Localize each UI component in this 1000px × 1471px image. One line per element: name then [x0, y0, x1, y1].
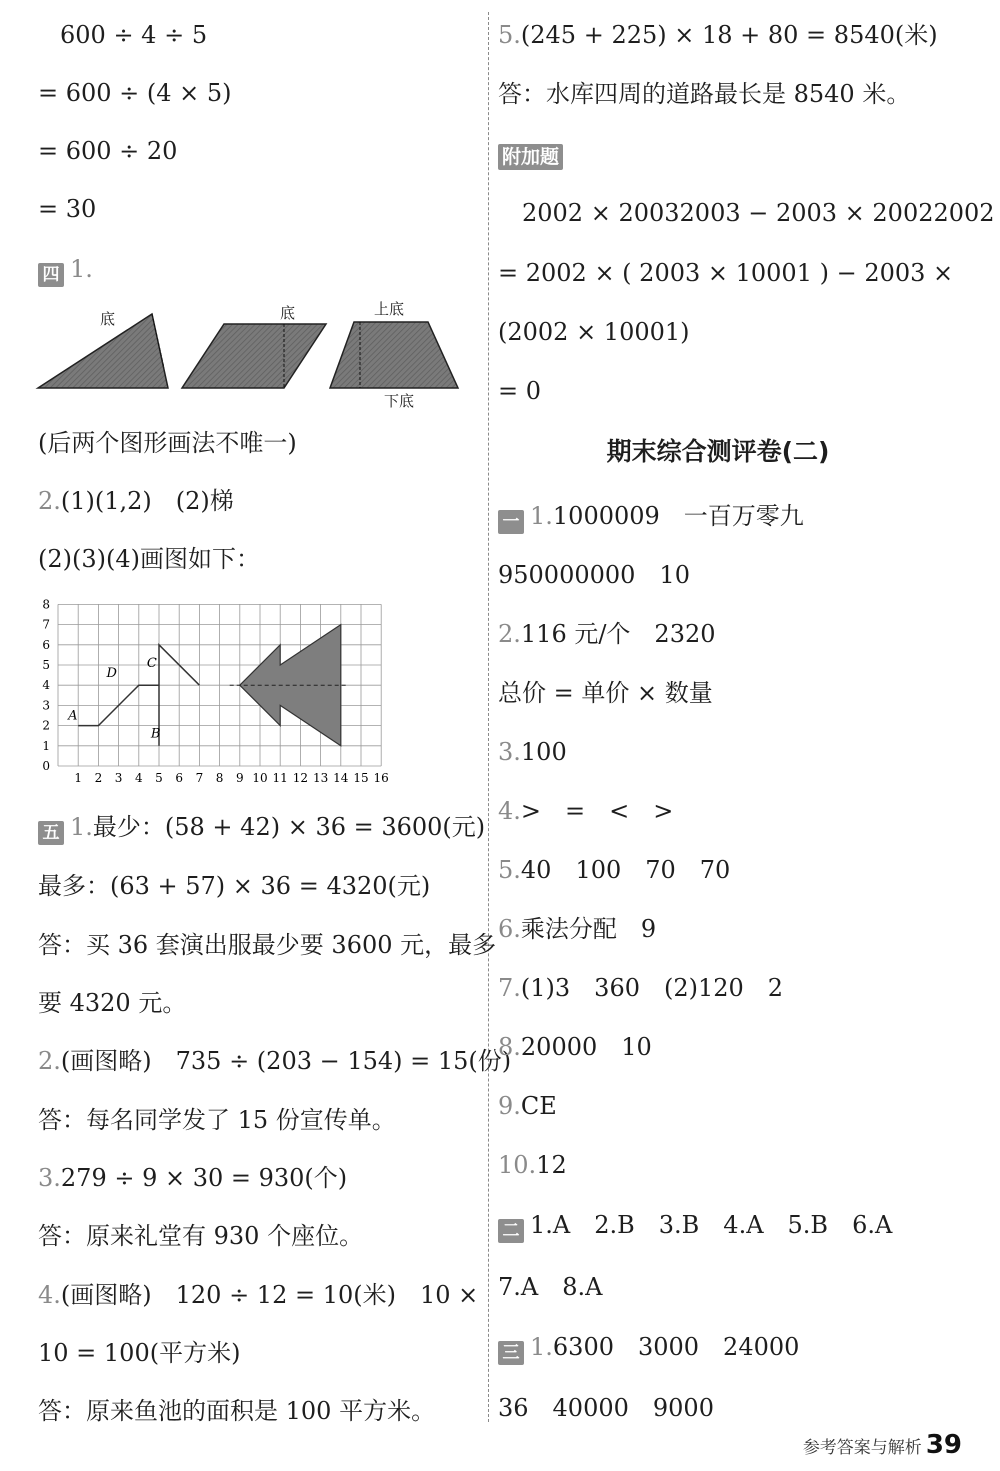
triangle-base-label: 底	[100, 310, 116, 328]
answer-text: 950000000 10	[498, 561, 690, 589]
part-1-item	[498, 973, 783, 1003]
question-number: 7.	[498, 974, 521, 1002]
question-number: 4.	[498, 797, 521, 825]
x-tick-label: 3	[114, 771, 123, 785]
question-number: 2.	[498, 620, 521, 648]
bonus-badge: 附加题	[498, 144, 563, 170]
x-tick-label: 16	[373, 771, 389, 785]
parallelogram-base-label: 底	[280, 304, 296, 322]
answer-text: 乘法分配 9	[520, 915, 657, 943]
answer-text: (1)3 360 (2)120 2	[520, 974, 784, 1002]
q4-calc-2: 10 = 100(平方米)	[38, 1339, 241, 1367]
answer-text: 116 元/个 2320	[520, 620, 716, 648]
y-tick-label: 6	[42, 637, 50, 652]
question-number: 2.	[38, 1047, 61, 1075]
coordinate-grid	[30, 596, 390, 788]
x-tick-label: 14	[333, 771, 349, 785]
x-tick-label: 7	[195, 771, 204, 785]
parallelogram-shape	[182, 324, 326, 388]
page-footer	[803, 1430, 962, 1460]
q1-answer-2: 要 4320 元。	[38, 989, 187, 1017]
answer-text: CE	[520, 1092, 557, 1120]
part-1-item	[498, 914, 656, 944]
x-tick-label: 6	[175, 771, 184, 785]
question-number: 9.	[498, 1092, 521, 1120]
x-tick-label: 4	[134, 771, 143, 785]
question-number: 3.	[498, 738, 521, 766]
part-1-item	[498, 619, 716, 649]
part-1-item	[498, 560, 690, 590]
x-tick-label: 13	[312, 771, 329, 785]
y-tick-label: 1	[42, 738, 50, 753]
question-number: 10.	[498, 1151, 537, 1179]
section-badge: 五	[38, 821, 64, 845]
x-tick-label: 15	[353, 771, 369, 785]
y-tick-label: 3	[42, 698, 50, 713]
q5-answer: 答：水库四周的道路最长是 8540 米。	[498, 80, 911, 108]
part-1-item	[498, 501, 804, 534]
part-1-item	[498, 796, 673, 826]
q2-drawing-note: (2)(3)(4)画图如下：	[38, 545, 260, 573]
calc-line-2: = 600 ÷ (4 × 5)	[38, 79, 232, 107]
y-tick-label: 0	[42, 759, 50, 773]
point-a-label: A	[68, 708, 78, 724]
shapes-note: (后两个图形画法不唯一)	[38, 429, 297, 457]
trapezoid-shape	[330, 322, 458, 388]
bonus-line-2: = 2002 × ( 2003 × 10001 ) − 2003 ×	[498, 259, 954, 287]
question-number: 1.	[530, 1333, 553, 1361]
q1-max: 最多：(63 + 57) × 36 = 4320(元)	[38, 872, 431, 900]
section-badge: 四	[38, 263, 64, 287]
bonus-line-4: = 0	[498, 377, 542, 405]
tree-shape	[240, 625, 341, 746]
x-tick-label: 8	[215, 771, 224, 785]
part-1-item	[498, 678, 713, 708]
part-1-item	[498, 737, 567, 767]
answer-text: 40 100 70 70	[520, 856, 731, 884]
y-tick-label: 7	[42, 617, 50, 632]
question-number: 1.	[70, 813, 93, 841]
q1-min: 最少：(58 + 42) × 36 = 3600(元)	[92, 813, 486, 841]
section-badge: 二	[498, 1219, 524, 1243]
section-4-header	[38, 254, 93, 287]
page-number: 39	[925, 1430, 962, 1460]
question-number: 4.	[38, 1281, 61, 1309]
bonus-line-3: (2002 × 10001)	[498, 318, 690, 346]
x-tick-label: 12	[292, 771, 309, 785]
part-2-line-1: 1.A 2.B 3.B 4.A 5.B 6.A	[530, 1211, 893, 1239]
y-tick-label: 8	[42, 597, 50, 612]
point-b-label: B	[150, 726, 161, 742]
y-tick-label: 5	[42, 658, 50, 672]
trapezoid-top-label: 上底	[374, 300, 405, 318]
answer-text: 20000 10	[520, 1033, 652, 1061]
trapezoid-bottom-label: 下底	[384, 392, 415, 410]
calc-line-1: 600 ÷ 4 ÷ 5	[60, 21, 208, 49]
part-1-item	[498, 1032, 652, 1062]
shapes-figure	[34, 296, 464, 410]
part-1-item	[498, 1150, 567, 1180]
x-tick-label: 9	[235, 771, 244, 785]
q2-calc: (画图略) 735 ÷ (203 − 154) = 15(份)	[60, 1047, 512, 1075]
question-number: 2.	[38, 487, 61, 515]
q4-calc: (画图略) 120 ÷ 12 = 10(米) 10 ×	[60, 1281, 479, 1309]
question-number: 5.	[498, 21, 521, 49]
q3-calc: 279 ÷ 9 × 30 = 930(个)	[60, 1164, 348, 1192]
question-number: 3.	[38, 1164, 61, 1192]
section-title: 期末综合测评卷(二)	[606, 437, 830, 466]
point-d-label: D	[106, 666, 117, 682]
bonus-line-1: 2002 × 20032003 − 2003 × 20022002	[522, 199, 995, 227]
part-3-line-1: 6300 3000 24000	[552, 1333, 800, 1361]
x-tick-label: 10	[252, 771, 268, 785]
section-badge: 三	[498, 1341, 524, 1365]
calc-line-4: = 30	[38, 195, 97, 223]
y-tick-label: 4	[42, 678, 50, 693]
x-tick-label: 5	[155, 771, 163, 785]
question-number: 6.	[498, 915, 521, 943]
q4-answer: 答：原来鱼池的面积是 100 平方米。	[38, 1397, 436, 1425]
section-badge: 一	[498, 510, 524, 534]
x-tick-label: 2	[94, 771, 103, 785]
part-1-item	[498, 1091, 557, 1121]
question-number: 8.	[498, 1033, 521, 1061]
q2-answer: (1)(1,2) (2)梯	[60, 487, 234, 515]
answer-text: 总价 = 单价 × 数量	[498, 679, 713, 707]
x-tick-label: 1	[74, 771, 83, 785]
question-number: 1.	[70, 255, 93, 283]
q3-answer: 答：原来礼堂有 930 个座位。	[38, 1222, 364, 1250]
point-c-label: C	[146, 656, 157, 672]
q2-answer: 答：每名同学发了 15 份宣传单。	[38, 1106, 396, 1134]
part-3-line-2: 36 40000 9000	[498, 1394, 714, 1422]
calc-line-3: = 600 ÷ 20	[38, 137, 178, 165]
y-tick-label: 2	[42, 718, 50, 733]
answer-text: 12	[536, 1151, 567, 1179]
answer-text: 1000009 一百万零九	[552, 502, 804, 530]
part-2-line-2: 7.A 8.A	[498, 1273, 603, 1301]
column-divider	[488, 12, 489, 1422]
x-tick-label: 11	[272, 771, 288, 785]
question-number: 1.	[530, 502, 553, 530]
footer-label: 参考答案与解析	[802, 1438, 922, 1458]
question-number: 5.	[498, 856, 521, 884]
q1-answer-1: 答：买 36 套演出服最少要 3600 元，最多	[38, 931, 497, 959]
q5-calc: (245 + 225) × 18 + 80 = 8540(米)	[520, 21, 938, 49]
answer-text: > = < >	[520, 797, 674, 825]
part-1-item	[498, 855, 730, 885]
answer-text: 100	[520, 738, 567, 766]
